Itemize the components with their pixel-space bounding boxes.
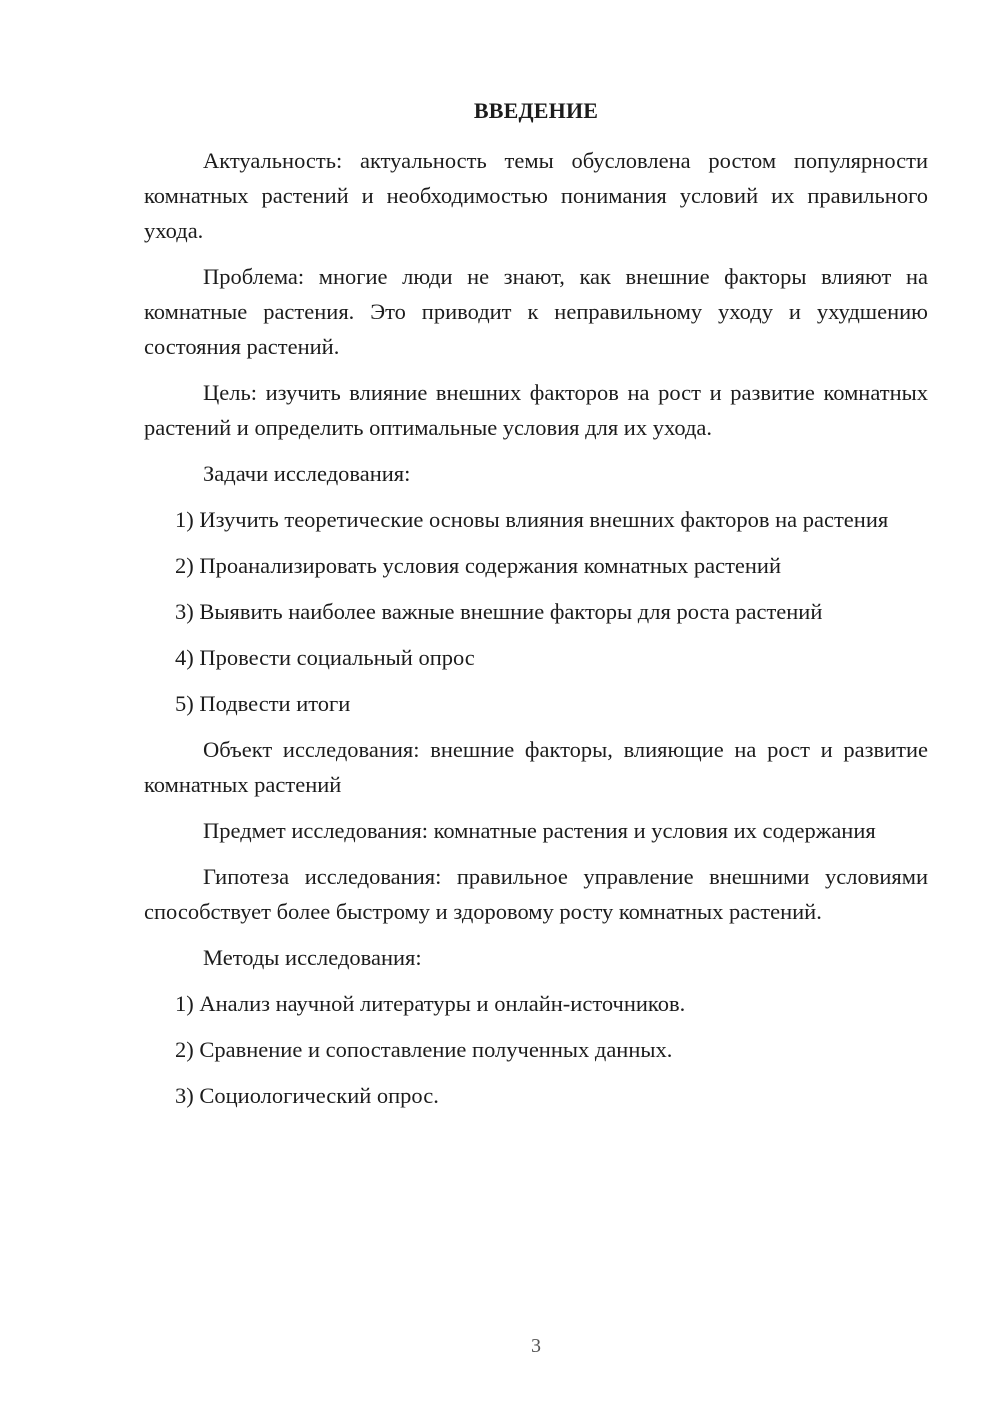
subject-paragraph: Предмет исследования: комнатные растения и условия их содержания: [203, 818, 876, 843]
task-item: 5) Подвести итоги: [175, 691, 351, 716]
relevance-paragraph: Актуальность: актуальность темы обусловлена ростом популярности комнатных растений и необходимостью понимания условий их правильного ухода.: [144, 148, 928, 243]
task-item: 2) Проанализировать условия содержания комнатных растений: [175, 553, 782, 578]
page-number: 3: [531, 1335, 541, 1357]
task-item: 3) Выявить наиболее важные внешние факторы для роста растений: [175, 599, 823, 624]
problem-paragraph: Проблема: многие люди не знают, как внешние факторы влияют на комнатные растения. Это приводит к неправильному уходу и ухудшению состояния растений.: [144, 264, 928, 359]
method-item: 3) Социологический опрос.: [175, 1083, 439, 1108]
section-title: ВВЕДЕНИЕ: [473, 98, 599, 123]
goal-paragraph: Цель: изучить влияние внешних факторов на рост и развитие комнатных растений и определить оптимальные условия для их ухода.: [144, 380, 928, 440]
method-item: 1) Анализ научной литературы и онлайн-источников.: [175, 991, 686, 1016]
task-item: 1) Изучить теоретические основы влияния внешних факторов на растения: [175, 507, 889, 532]
hypothesis-paragraph: Гипотеза исследования: правильное управление внешними условиями способствует более быстрому и здоровому росту комнатных растений.: [144, 864, 928, 924]
document-body: [144, 143, 928, 1124]
methods-heading: Методы исследования:: [203, 945, 422, 970]
object-paragraph: Объект исследования: внешние факторы, влияющие на рост и развитие комнатных растений: [144, 737, 928, 797]
tasks-heading: Задачи исследования:: [203, 461, 411, 486]
task-item: 4) Провести социальный опрос: [175, 645, 475, 670]
method-item: 2) Сравнение и сопоставление полученных данных.: [175, 1037, 673, 1062]
